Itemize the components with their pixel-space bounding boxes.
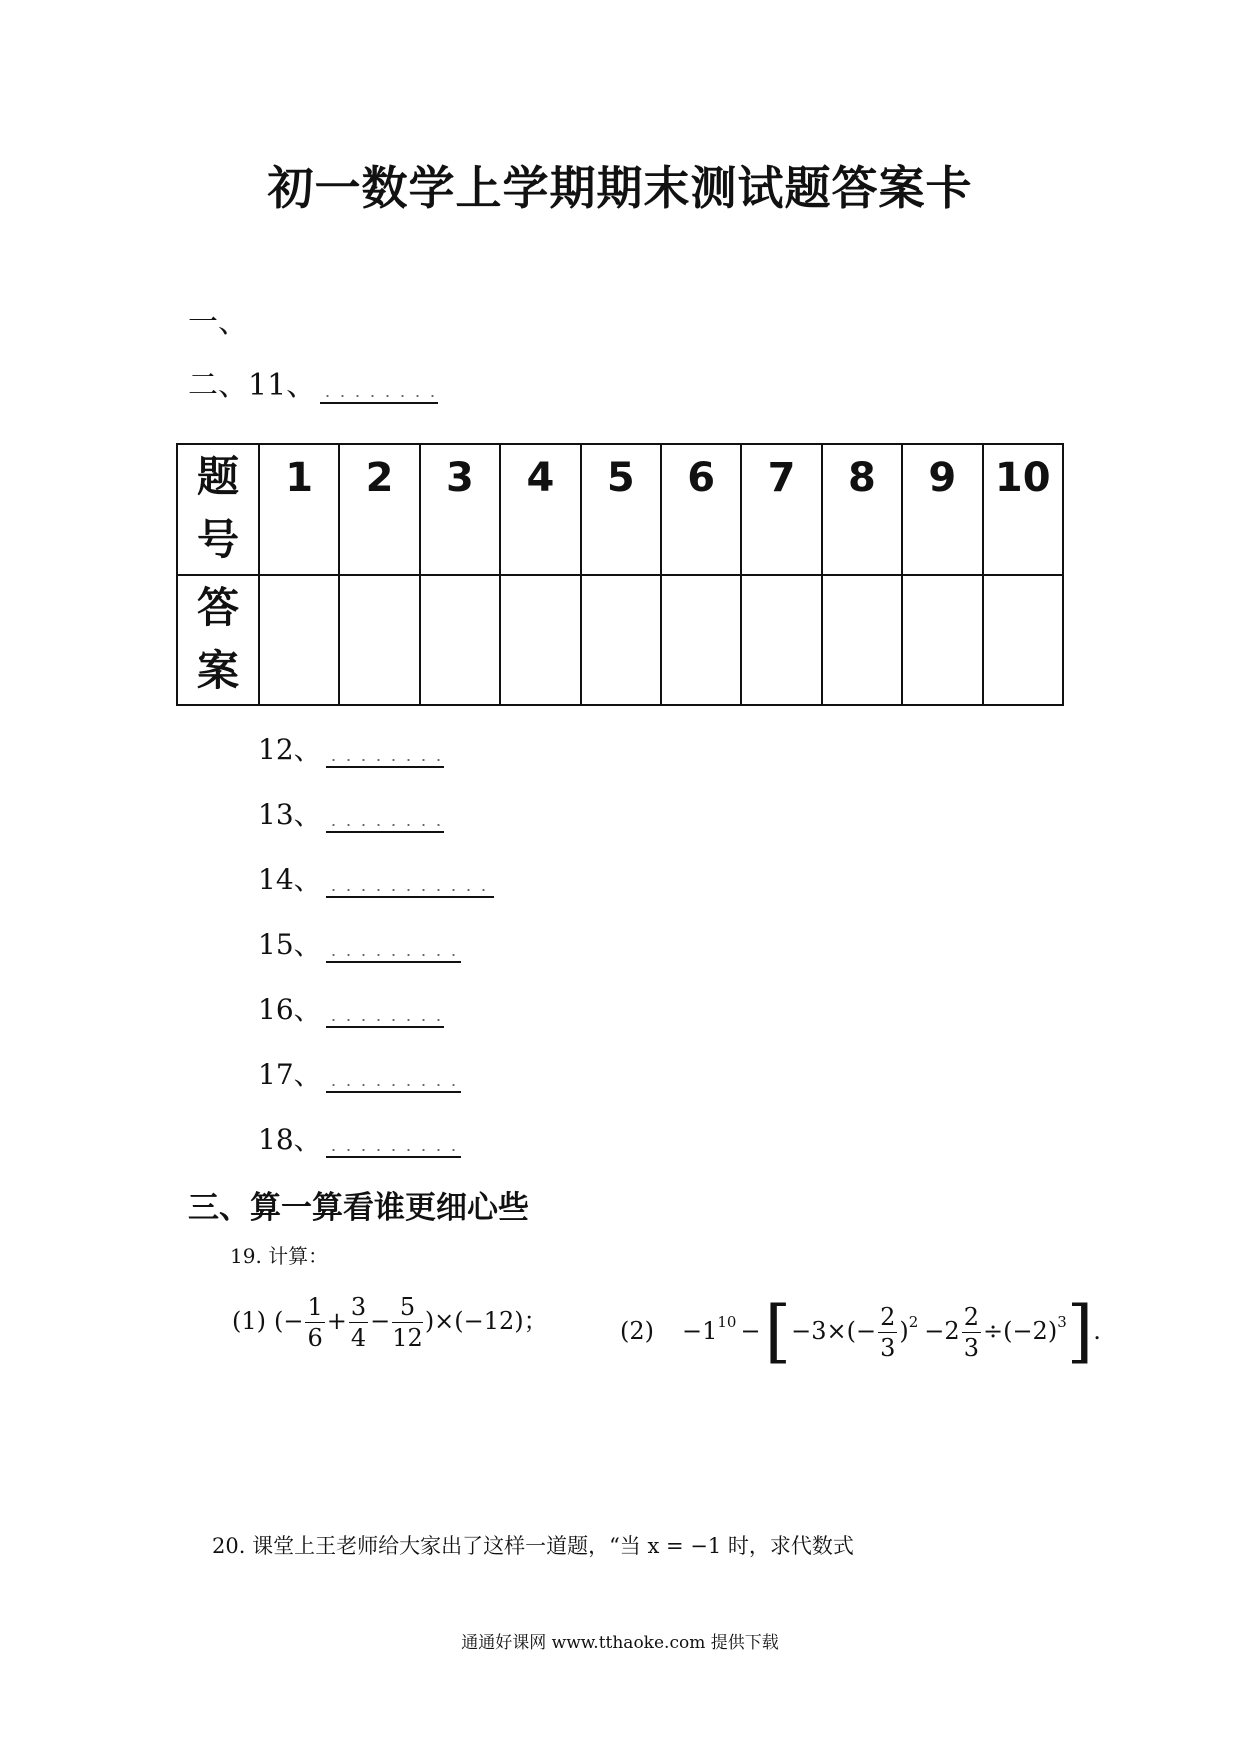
section-2-label: 二、 (188, 368, 248, 403)
answer-blank-15[interactable] (326, 931, 461, 963)
row-header-answer (177, 575, 259, 706)
answer-cell[interactable] (983, 575, 1063, 706)
math-op: − (740, 1317, 761, 1345)
fraction (305, 1292, 324, 1353)
answer-table-number-row (177, 444, 1063, 575)
question-number-cell: 2 (339, 444, 419, 575)
denominator: 3 (963, 1334, 979, 1362)
answer-cell[interactable] (822, 575, 902, 706)
question-20-text: 20. 课堂上王老师给大家出了这样一道题，“当 x = −1 时，求代数式 (212, 1534, 854, 1558)
answer-blank-12[interactable] (326, 736, 444, 768)
question-12 (258, 728, 444, 768)
sub-label: (2) (620, 1317, 654, 1345)
question-number-cell: 6 (661, 444, 741, 575)
fraction (349, 1292, 368, 1353)
header-char: 答 (196, 582, 239, 632)
math-op: − (370, 1307, 391, 1335)
denominator: 12 (392, 1324, 423, 1352)
numerator: 2 (963, 1303, 979, 1331)
answer-cell[interactable] (741, 575, 821, 706)
exponent: 10 (717, 1313, 737, 1331)
answer-cell[interactable] (339, 575, 419, 706)
q11-number: 11、 (248, 368, 317, 403)
header-char: 号 (196, 515, 239, 564)
question-number-cell: 1 (259, 444, 339, 575)
question-number-cell: 3 (420, 444, 500, 575)
answer-cell[interactable] (259, 575, 339, 706)
question-number: 13、 (258, 798, 322, 831)
header-char: 案 (196, 645, 239, 695)
answer-table-answer-row (177, 575, 1063, 706)
math-text: ÷(−2) (982, 1317, 1058, 1345)
question-number-cell: 4 (500, 444, 580, 575)
denominator: 6 (307, 1324, 323, 1352)
left-bracket: [ (764, 1292, 792, 1372)
answer-cell[interactable] (581, 575, 661, 706)
answer-blank-14[interactable] (326, 866, 494, 898)
fraction (392, 1292, 423, 1353)
question-15 (258, 923, 461, 963)
question-number: 17、 (258, 1058, 322, 1091)
answer-cell[interactable] (500, 575, 580, 706)
question-number-cell: 5 (581, 444, 661, 575)
question-number: 15、 (258, 928, 322, 961)
math-text: ) (899, 1317, 909, 1345)
answer-blank-17[interactable] (326, 1061, 461, 1093)
question-number: 16、 (258, 993, 322, 1026)
question-number-cell: 8 (822, 444, 902, 575)
denominator: 4 (350, 1324, 367, 1352)
footer-text: 通通好课网 www.tthaoke.com 提供下载 (461, 1633, 779, 1653)
question-13 (258, 793, 444, 833)
exponent: 2 (908, 1313, 919, 1331)
answer-blank-16[interactable] (326, 996, 444, 1028)
fraction (878, 1302, 897, 1363)
row-header-question-number (177, 444, 259, 575)
numerator: 2 (880, 1303, 896, 1331)
header-char: 题 (196, 452, 239, 501)
answer-blank-11[interactable] (320, 372, 438, 404)
denominator: 3 (880, 1334, 896, 1362)
math-text: −3×(− (791, 1317, 877, 1345)
answer-table (176, 443, 1064, 706)
math-text: −1 (682, 1317, 718, 1345)
fraction (962, 1302, 981, 1363)
section-3-heading: 三、算一算看谁更细心些 (188, 1190, 529, 1226)
numerator: 5 (392, 1292, 423, 1323)
numerator: 1 (307, 1293, 323, 1321)
question-14 (258, 858, 494, 898)
page-title: 初一数学上学期期末测试题答案卡 (267, 161, 973, 215)
question-number-cell: 9 (902, 444, 982, 575)
exponent: 3 (1057, 1313, 1067, 1331)
math-op: + (326, 1307, 347, 1335)
problem-19-2 (620, 1280, 1101, 1372)
question-number: 12、 (258, 733, 322, 766)
math-text: )×(−12)； (424, 1307, 548, 1335)
question-17 (258, 1053, 461, 1093)
question-number-cell: 10 (983, 444, 1063, 575)
numerator: 3 (350, 1293, 367, 1321)
answer-blank-18[interactable] (326, 1126, 461, 1158)
right-bracket: ] (1066, 1292, 1094, 1372)
section-1-label: 一、 (188, 305, 248, 340)
sub-label: (1) (232, 1307, 266, 1335)
question-number: 14、 (258, 863, 322, 896)
answer-cell[interactable] (420, 575, 500, 706)
answer-cell[interactable] (661, 575, 741, 706)
question-number-cell: 7 (741, 444, 821, 575)
question-19-label: 19. 计算： (230, 1244, 329, 1268)
question-11 (188, 360, 438, 404)
math-text: (− (274, 1307, 304, 1335)
math-text: . (1093, 1317, 1101, 1345)
math-text: −2 (924, 1317, 960, 1345)
answer-blank-13[interactable] (326, 801, 444, 833)
problem-19-1 (232, 1286, 548, 1356)
question-number: 18、 (258, 1123, 322, 1156)
answer-cell[interactable] (902, 575, 982, 706)
question-18 (258, 1118, 461, 1158)
question-16 (258, 988, 444, 1028)
